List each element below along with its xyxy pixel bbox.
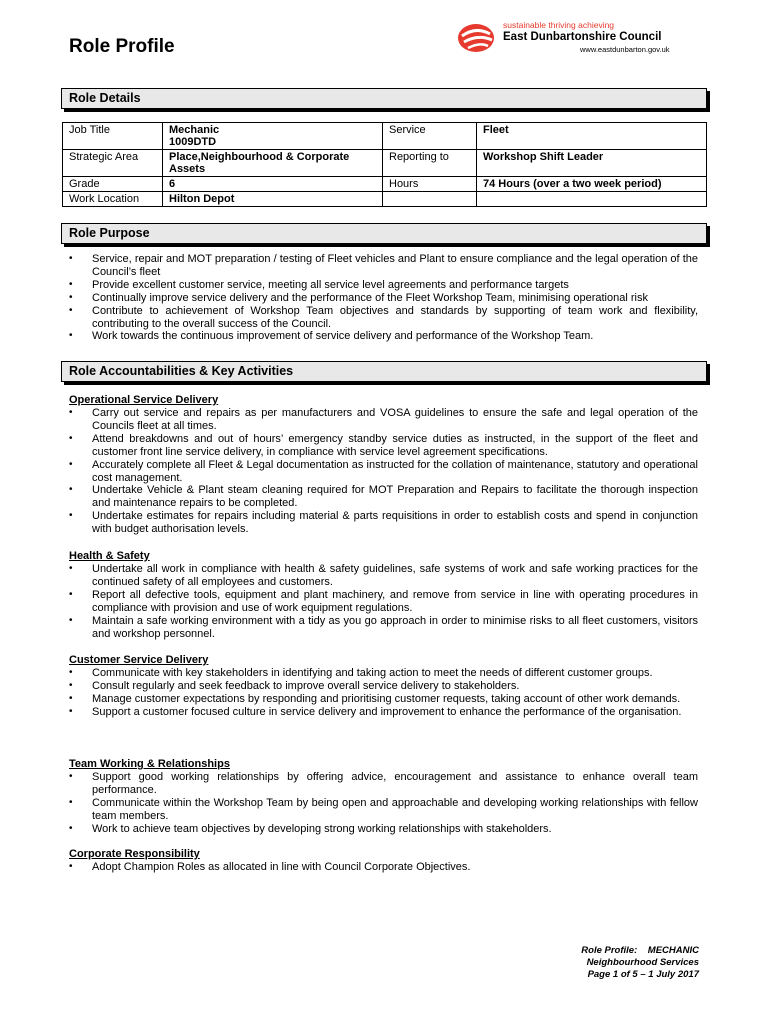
role-purpose-item: • Service, repair and MOT preparation / testing of Fleet vehicles and Plant to ensure compliance and the legal operation of the Council’s fleet (69, 253, 698, 279)
accountability-list (69, 667, 698, 719)
role-details-label: Service (383, 123, 477, 150)
accountability-list (69, 563, 698, 640)
role-purpose-list (69, 253, 698, 343)
page-footer (581, 945, 699, 981)
page-title: Role Profile (69, 36, 175, 57)
logo-council-name: East Dunbartonshire Council (503, 31, 662, 43)
role-details-value: Place,Neighbourhood & Corporate Assets (163, 150, 383, 177)
role-details-value: Hilton Depot (163, 192, 383, 207)
role-details-label: Grade (63, 177, 163, 192)
role-details-row (63, 177, 707, 192)
accountability-group-title: Team Working & Relationships (69, 758, 230, 770)
role-details-label: Reporting to (383, 150, 477, 177)
role-purpose-block (69, 253, 698, 343)
role-details-row (63, 150, 707, 177)
accountability-group (69, 394, 698, 536)
accountability-item: • Undertake all work in compliance with health & safety guidelines, safe systems of work and safe working practices for the continued safety of all employees and customers. (69, 563, 698, 589)
role-details-value: 6 (163, 177, 383, 192)
accountability-item: • Report all defective tools, equipment and plant machinery, and remove from service in line with operating procedures in compliance with provision and use of work equipment regulations. (69, 589, 698, 615)
role-details-label (383, 192, 477, 207)
logo-url: www.eastdunbarton.gov.uk (580, 45, 670, 54)
accountability-item: • Carry out service and repairs as per manufacturers and VOSA guidelines to ensure the safe and legal operation of the Councils fleet at all times. (69, 407, 698, 433)
role-purpose-item: • Contribute to achievement of Workshop Team objectives and standards by supporting of team work and flexibility, contributing to the overall success of the Council. (69, 305, 698, 331)
role-details-value: Workshop Shift Leader (477, 150, 707, 177)
role-details-row (63, 192, 707, 207)
accountability-list (69, 407, 698, 536)
role-details-label: Work Location (63, 192, 163, 207)
accountability-item: • Communicate with key stakeholders in identifying and taking action to meet the needs of different customer groups. (69, 667, 698, 680)
role-details-value: Mechanic 1009DTD (163, 123, 383, 150)
role-details-label: Hours (383, 177, 477, 192)
role-details-row (63, 123, 707, 150)
accountability-item: • Undertake Vehicle & Plant steam cleaning required for MOT Preparation and Repairs to facilitate the thorough inspection and maintenance repairs to be completed. (69, 484, 698, 510)
accountability-group (69, 848, 698, 874)
accountability-group (69, 550, 698, 640)
council-logo-icon (456, 22, 496, 54)
role-details-label: Job Title (63, 123, 163, 150)
accountability-group-title: Customer Service Delivery (69, 654, 209, 666)
accountability-item: • Accurately complete all Fleet & Legal documentation as instructed for the collation of maintenance, statutory and operational cost management. (69, 459, 698, 485)
accountability-group (69, 654, 698, 719)
accountability-list (69, 861, 698, 874)
role-details-value: Fleet (477, 123, 707, 150)
accountability-group-title: Health & Safety (69, 550, 150, 562)
role-details-label: Strategic Area (63, 150, 163, 177)
logo-tagline: sustainable thriving achieving (503, 20, 615, 30)
accountability-group-title: Operational Service Delivery (69, 394, 219, 406)
accountability-item: • Consult regularly and seek feedback to improve overall service delivery to stakeholders. (69, 680, 698, 693)
accountability-item: • Work to achieve team objectives by developing strong working relationships with stakeholders. (69, 823, 698, 836)
accountability-group (69, 758, 698, 836)
accountability-item: • Attend breakdowns and out of hours’ emergency standby service duties as instructed, in the support of the fleet and customer front line service delivery, in compliance with service level agreement specifications. (69, 433, 698, 459)
section-heading-role-details: Role Details (61, 88, 707, 109)
footer-department: Neighbourhood Services (586, 957, 699, 968)
role-details-value: 74 Hours (over a two week period) (477, 177, 707, 192)
accountability-item: • Support a customer focused culture in service delivery and improvement to enhance the performance of the organisation. (69, 706, 698, 719)
accountability-item: • Support good working relationships by offering advice, encouragement and assistance to enhance overall team performance. (69, 771, 698, 797)
accountability-item: • Undertake estimates for repairs including material & parts requisitions in order to establish costs and spend in conjunction with budget authorisation levels. (69, 510, 698, 536)
accountability-item: • Communicate within the Workshop Team by being open and approachable and developing working relationships with fellow team members. (69, 797, 698, 823)
role-purpose-item: • Provide excellent customer service, meeting all service level agreements and performance targets (69, 279, 698, 292)
accountability-group-title: Corporate Responsibility (69, 848, 200, 860)
footer-page-info: Page 1 of 5 – 1 July 2017 (587, 969, 699, 980)
section-heading-role-purpose: Role Purpose (61, 223, 707, 244)
role-details-table (62, 122, 707, 207)
council-logo (456, 20, 701, 62)
role-details-value (477, 192, 707, 207)
accountability-item: • Manage customer expectations by responding and prioritising customer requests, taking account of other work demands. (69, 693, 698, 706)
role-purpose-item: • Continually improve service delivery and the performance of the Fleet Workshop Team, minimising operational risk (69, 292, 698, 305)
accountability-item: • Adopt Champion Roles as allocated in line with Council Corporate Objectives. (69, 861, 698, 874)
role-purpose-item: • Work towards the continuous improvement of service delivery and performance of the Workshop Team. (69, 330, 698, 343)
accountability-item: • Maintain a safe working environment with a tidy as you go approach in order to minimise risks to all fleet customers, visitors and workshop personnel. (69, 615, 698, 641)
section-heading-accountabilities: Role Accountabilities & Key Activities (61, 361, 707, 382)
footer-role: Role Profile: MECHANIC (581, 945, 699, 956)
accountability-list (69, 771, 698, 836)
